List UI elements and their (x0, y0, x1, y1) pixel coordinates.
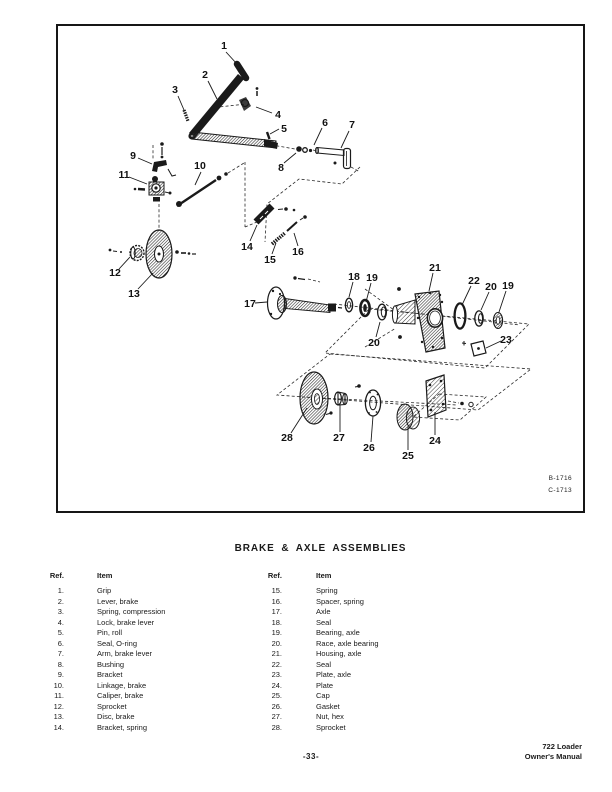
callout-number: 9 (130, 150, 136, 162)
part-ref: 24. (271, 680, 282, 690)
table-row (262, 586, 379, 597)
callout-leader (208, 81, 217, 99)
table-row (44, 597, 165, 608)
part-item: Bracket, spring (97, 722, 148, 732)
axle-part (268, 276, 343, 319)
table-row (44, 586, 165, 597)
part-ref: 9. (57, 670, 64, 679)
part-ref: 1. (57, 586, 64, 595)
table-row (44, 660, 165, 671)
part-item: Axle (316, 607, 331, 616)
part-item: Arm, brake lever (97, 649, 153, 658)
part-ref: 20. (271, 638, 282, 648)
callout-number: 16 (292, 246, 304, 258)
figure-code: B-1716 (548, 475, 572, 482)
part-ref: 28. (271, 722, 282, 732)
part-ref: 27. (271, 712, 282, 721)
callout-leader (314, 128, 322, 145)
part-item: Seal, O-ring (97, 638, 138, 648)
callout-leader (499, 291, 506, 312)
table-row (44, 618, 165, 629)
part-item: Plate, axle (316, 670, 352, 679)
table-row (262, 597, 379, 608)
table-rows (44, 586, 165, 733)
exploded-view-diagram (58, 26, 583, 511)
part-ref: 23. (271, 670, 282, 679)
part-item: Housing, axle (316, 649, 362, 658)
cap-part (397, 404, 420, 430)
part-ref: 26. (271, 701, 282, 711)
callout-number: 20 (368, 337, 380, 349)
callout-number: 23 (500, 334, 512, 346)
callout-leader (294, 233, 298, 246)
parts-table-right (262, 571, 379, 733)
callout-leader (255, 302, 267, 303)
brake-lever-part (188, 74, 278, 149)
part-ref: 12. (53, 701, 64, 711)
callout-number: 5 (281, 123, 287, 135)
table-row (44, 712, 165, 723)
part-ref: 21. (271, 649, 282, 658)
table-row (262, 618, 379, 629)
item-column-header: Item (97, 571, 113, 580)
table-row (44, 681, 165, 692)
callout-number: 14 (241, 241, 253, 253)
callout-leader (291, 408, 307, 433)
manual-type: Owner's Manual (524, 751, 582, 761)
callout-number: 24 (429, 435, 441, 447)
table-row (262, 691, 379, 702)
callout-leader (349, 282, 353, 297)
table-row (44, 639, 165, 650)
part-ref: 14. (53, 722, 64, 732)
part-ref: 6. (57, 638, 64, 648)
callout-leader (256, 107, 272, 113)
parts-table-left (44, 571, 165, 733)
callout-leader (178, 96, 184, 110)
part-item: Plate (316, 680, 334, 690)
spring-part (272, 233, 285, 244)
part-item: Cap (316, 691, 330, 700)
part-item: Disc, brake (97, 712, 135, 721)
sprocket-hub-part (109, 246, 144, 261)
callout-leader (138, 158, 152, 164)
table-row (262, 639, 379, 650)
part-item: Sprocket (97, 701, 127, 711)
brake-disc-part (146, 230, 196, 278)
callout-leader (195, 172, 201, 185)
part-ref: 19. (271, 628, 282, 637)
table-header (262, 571, 379, 580)
callout-number: 12 (109, 267, 121, 279)
part-ref: 2. (57, 596, 64, 606)
axle-housing-part (392, 287, 445, 352)
page-title: BRAKE & AXLE ASSEMBLIES (234, 543, 407, 554)
callout-number: 2 (202, 69, 208, 81)
table-row (262, 681, 379, 692)
part-ref: 18. (271, 617, 282, 627)
part-item: Bushing (97, 659, 125, 669)
axle-plate-part (462, 341, 486, 356)
part-ref: 11. (54, 691, 64, 700)
callout-leader (481, 292, 489, 310)
part-item: Bearing, axle (316, 628, 360, 637)
table-header (44, 571, 165, 580)
table-row (44, 607, 165, 618)
item-column-header: Item (316, 571, 332, 580)
table-row (44, 691, 165, 702)
bearing-race-part (475, 311, 483, 326)
axle-seal-part (345, 298, 352, 312)
page-number: -33- (302, 752, 320, 761)
callout-number: 17 (244, 298, 256, 310)
part-ref: 7. (57, 649, 64, 658)
part-item: Sprocket (316, 722, 346, 732)
callout-number: 8 (278, 162, 284, 174)
part-item: Lock, brake lever (97, 617, 155, 627)
part-item: Spring, compression (97, 607, 166, 616)
callout-number: 13 (128, 288, 140, 300)
part-ref: 13. (53, 712, 64, 721)
callout-number: 22 (468, 275, 480, 287)
table-row (262, 670, 379, 681)
part-item: Grip (97, 586, 112, 595)
brake-lever-lock-part (239, 87, 258, 111)
part-item: Seal (316, 617, 332, 627)
part-item: Bracket (97, 670, 123, 679)
diagram-frame (56, 24, 585, 513)
ref-column-header: Ref. (49, 571, 64, 580)
callout-leader (138, 273, 153, 289)
callout-number: 27 (333, 432, 345, 444)
callout-leader (270, 129, 279, 134)
part-item: Caliper, brake (97, 691, 144, 700)
part-ref: 22. (271, 659, 282, 669)
part-ref: 25. (271, 691, 282, 700)
callout-number: 11 (118, 169, 130, 181)
callout-number: 19 (502, 280, 514, 292)
compression-spring-part (184, 110, 188, 121)
ref-column-header: Ref. (267, 571, 282, 580)
table-row (44, 649, 165, 660)
brake-lever-arm-part (315, 148, 350, 169)
bracket-part (152, 142, 176, 176)
oring-seal-part (296, 146, 312, 152)
part-ref: 8. (57, 659, 64, 669)
callout-leader (376, 322, 380, 337)
callout-leader (284, 153, 296, 163)
callout-number: 15 (264, 254, 276, 266)
sprocket-part (300, 372, 328, 424)
table-row (262, 702, 379, 713)
manual-name: 722 Loader (542, 742, 582, 751)
callout-leader (486, 341, 501, 348)
axle-bearing-part (493, 313, 502, 329)
part-ref: 17. (271, 607, 282, 616)
callout-leader (371, 416, 373, 442)
table-rows (262, 586, 379, 733)
table-row (262, 628, 379, 639)
part-item: Spring (316, 586, 338, 595)
part-ref: 3. (57, 607, 64, 616)
part-ref: 4. (57, 617, 64, 627)
manual-identifier (525, 742, 582, 761)
part-ref: 16. (271, 596, 282, 606)
part-item: Linkage, brake (97, 680, 147, 690)
axle-bearing-part (360, 300, 369, 316)
callout-number: 4 (275, 109, 281, 121)
table-row (44, 628, 165, 639)
table-row (44, 723, 165, 734)
part-item: Lever, brake (97, 596, 139, 606)
table-row (262, 712, 379, 723)
callout-leader (429, 273, 433, 291)
callout-number: 7 (349, 119, 355, 131)
callout-leader (462, 286, 471, 305)
table-row (44, 670, 165, 681)
roll-pin-part (267, 132, 270, 139)
figure-code: C-1713 (548, 486, 572, 494)
callout-number: 18 (348, 271, 360, 283)
table-row (262, 723, 379, 734)
callout-number: 21 (429, 262, 441, 274)
table-row (262, 607, 379, 618)
axle-oring-seal-part (455, 303, 466, 328)
callout-number: 19 (366, 272, 378, 284)
part-item: Gasket (316, 701, 340, 711)
construction-lines (153, 104, 531, 420)
figure-codes (548, 473, 572, 496)
part-ref: 5. (57, 628, 64, 637)
spring-bracket-part (256, 206, 295, 222)
table-row (262, 660, 379, 671)
callout-number: 3 (172, 84, 178, 96)
part-item: Pin, roll (97, 628, 123, 637)
callout-number: 20 (485, 281, 497, 293)
callout-number: 25 (402, 450, 414, 462)
part-item: Spacer, spring (316, 596, 364, 606)
brake-caliper-part (134, 176, 172, 202)
callout-leader (250, 225, 257, 241)
callout-number: 6 (322, 117, 328, 129)
table-row (44, 702, 165, 713)
part-ref: 10. (53, 680, 64, 690)
callout-number: 26 (363, 442, 375, 454)
gasket-part (365, 390, 380, 416)
table-row (262, 649, 379, 660)
callout-number: 1 (221, 40, 227, 52)
callout-number: 28 (281, 432, 293, 444)
brake-linkage-part (176, 172, 228, 207)
part-item: Seal (316, 659, 332, 669)
callout-leader (226, 52, 237, 64)
bearing-race-part (378, 304, 387, 320)
callout-leader (341, 131, 349, 148)
part-item: Nut, hex (316, 712, 344, 721)
part-ref: 15. (271, 586, 282, 595)
callout-leader (129, 177, 147, 184)
callout-number: 10 (194, 160, 206, 172)
spring-spacer-part (287, 215, 307, 231)
part-item: Race, axle bearing (316, 638, 379, 648)
